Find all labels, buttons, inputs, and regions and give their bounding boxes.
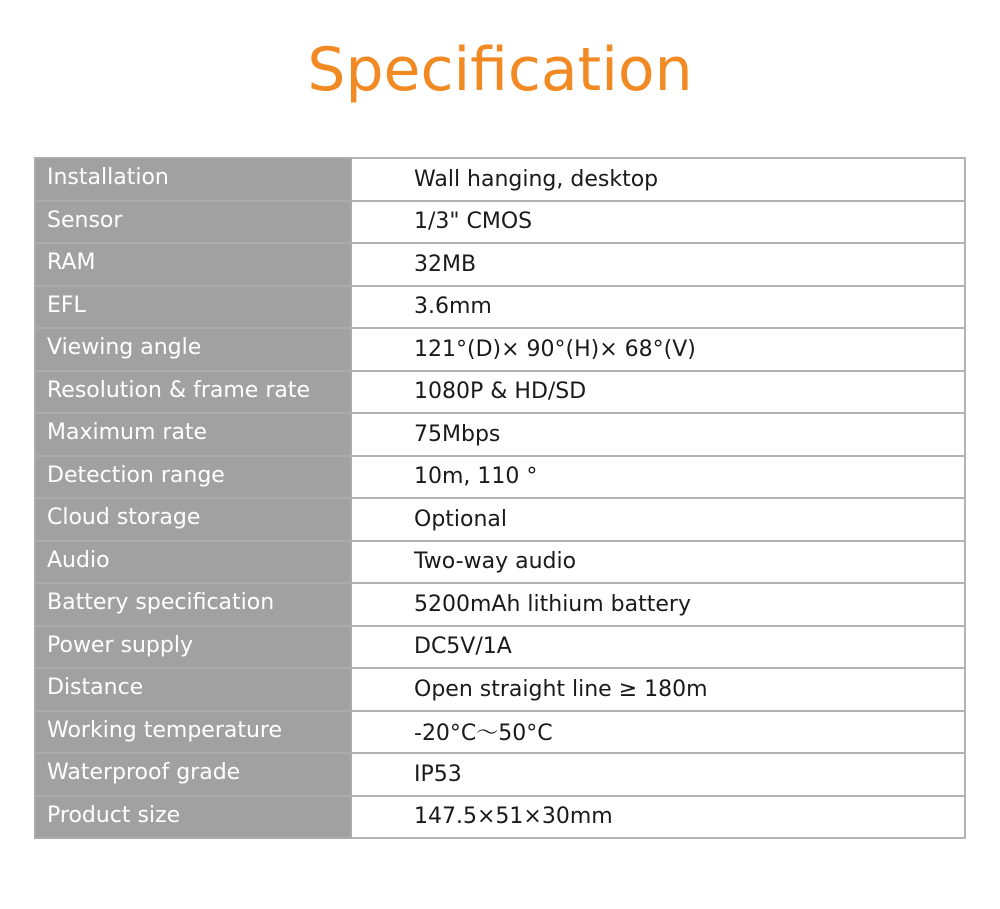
spec-value-resolution: 1080P & HD/SD <box>351 371 965 414</box>
spec-label-sensor: Sensor <box>35 201 351 244</box>
spec-value-sensor: 1/3" CMOS <box>351 201 965 244</box>
spec-label-working-temperature: Working temperature <box>35 711 351 754</box>
table-row <box>35 201 965 244</box>
spec-label-power-supply: Power supply <box>35 626 351 669</box>
spec-value-viewing-angle: 121°(D)× 90°(H)× 68°(V) <box>351 328 965 371</box>
spec-value-installation: Wall hanging, desktop <box>351 158 965 201</box>
table-row <box>35 456 965 499</box>
spec-label-maximum-rate: Maximum rate <box>35 413 351 456</box>
table-row <box>35 583 965 626</box>
spec-label-cloud-storage: Cloud storage <box>35 498 351 541</box>
spec-value-waterproof-grade: IP53 <box>351 753 965 796</box>
spec-label-efl: EFL <box>35 286 351 329</box>
spec-label-distance: Distance <box>35 668 351 711</box>
spec-value-product-size: 147.5×51×30mm <box>351 796 965 839</box>
table-row <box>35 371 965 414</box>
table-row <box>35 158 965 201</box>
table-row <box>35 413 965 456</box>
spec-value-ram: 32MB <box>351 243 965 286</box>
page-title: Specification <box>307 35 693 105</box>
spec-label-battery: Battery specification <box>35 583 351 626</box>
table-row <box>35 328 965 371</box>
table-row <box>35 541 965 584</box>
spec-value-audio: Two-way audio <box>351 541 965 584</box>
table-row <box>35 498 965 541</box>
spec-table <box>34 157 966 839</box>
spec-value-detection-range: 10m, 110 ° <box>351 456 965 499</box>
spec-value-maximum-rate: 75Mbps <box>351 413 965 456</box>
spec-value-battery: 5200mAh lithium battery <box>351 583 965 626</box>
spec-label-viewing-angle: Viewing angle <box>35 328 351 371</box>
spec-value-power-supply: DC5V/1A <box>351 626 965 669</box>
table-row <box>35 286 965 329</box>
table-row <box>35 711 965 754</box>
spec-label-detection-range: Detection range <box>35 456 351 499</box>
spec-label-installation: Installation <box>35 158 351 201</box>
spec-value-distance: Open straight line ≥ 180m <box>351 668 965 711</box>
spec-value-working-temperature: -20°C～50°C <box>351 711 965 754</box>
spec-label-audio: Audio <box>35 541 351 584</box>
table-row <box>35 668 965 711</box>
spec-label-resolution: Resolution & frame rate <box>35 371 351 414</box>
spec-value-cloud-storage: Optional <box>351 498 965 541</box>
table-row <box>35 753 965 796</box>
spec-label-waterproof-grade: Waterproof grade <box>35 753 351 796</box>
spec-value-efl: 3.6mm <box>351 286 965 329</box>
table-row <box>35 243 965 286</box>
table-row <box>35 796 965 839</box>
spec-label-product-size: Product size <box>35 796 351 839</box>
spec-label-ram: RAM <box>35 243 351 286</box>
table-row <box>35 626 965 669</box>
